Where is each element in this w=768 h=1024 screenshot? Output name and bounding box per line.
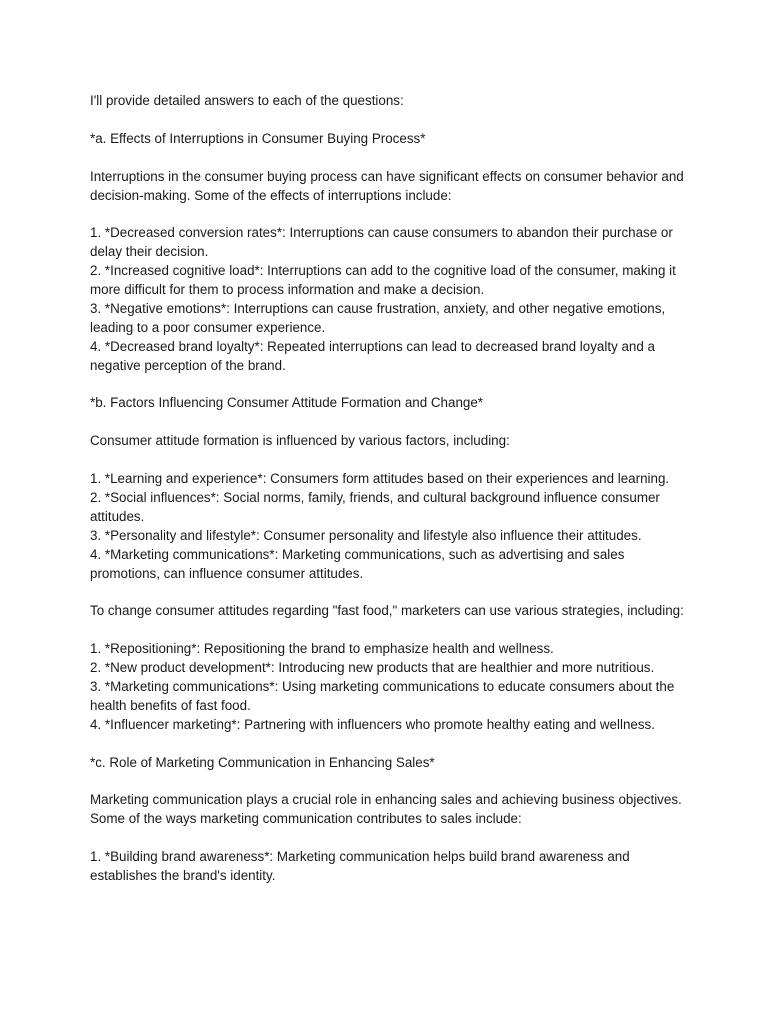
section-b-list [90, 470, 690, 583]
list-item: 2. *New product development*: Introducing new products that are healthier and more nutritious. [90, 660, 655, 676]
section-b-list-2 [90, 640, 690, 735]
section-c-paragraph: Marketing communication plays a crucial role in enhancing sales and achieving business objectives. Some of the ways marketing communication contributes to sales include: [90, 792, 682, 827]
section-c-heading: *c. Role of Marketing Communication in Enhancing Sales* [90, 754, 435, 770]
list-item: 1. *Building brand awareness*: Marketing communication helps build brand awareness and establishes the brand's identity. [90, 849, 630, 883]
list-item: 1. *Decreased conversion rates*: Interruptions can cause consumers to abandon their purchase or delay their decision. [90, 225, 673, 260]
list-item: 4. *Decreased brand loyalty*: Repeated interruptions can lead to decreased brand loyalty and a negative perception of the brand. [90, 338, 655, 373]
section-c-list [90, 848, 690, 886]
list-item: 3. *Personality and lifestyle*: Consumer personality and lifestyle also influence their attitudes. [90, 527, 642, 543]
section-b-paragraph-2: To change consumer attitudes regarding "fast food," marketers can use various strategies, including: [90, 603, 684, 619]
list-item: 1. *Repositioning*: Repositioning the brand to emphasize health and wellness. [90, 641, 554, 657]
section-a-list [90, 224, 690, 375]
list-item: 4. *Influencer marketing*: Partnering with influencers who promote healthy eating and wellness. [90, 716, 655, 732]
section-b-heading: *b. Factors Influencing Consumer Attitude Formation and Change* [90, 395, 484, 411]
section-a-paragraph: Interruptions in the consumer buying process can have significant effects on consumer behavior and decision-making. Some of the effects of interruptions include: [90, 168, 684, 203]
list-item: 3. *Negative emotions*: Interruptions can cause frustration, anxiety, and other negative emotions, leading to a poor consumer experience. [90, 300, 666, 335]
list-item: 3. *Marketing communications*: Using marketing communications to educate consumers about the health benefits of fast food. [90, 678, 675, 713]
list-item: 2. *Increased cognitive load*: Interruptions can add to the cognitive load of the consumer, making it more difficult for them to process information and make a decision. [90, 263, 676, 298]
section-a-heading: *a. Effects of Interruptions in Consumer Buying Process* [90, 130, 426, 146]
list-item: 1. *Learning and experience*: Consumers form attitudes based on their experiences and learning. [90, 471, 670, 487]
list-item: 2. *Social influences*: Social norms, family, friends, and cultural background influence consumer attitudes. [90, 489, 660, 524]
document-body [90, 92, 690, 905]
intro-text: I'll provide detailed answers to each of the questions: [90, 93, 404, 108]
section-b-paragraph: Consumer attitude formation is influenced by various factors, including: [90, 433, 510, 449]
list-item: 4. *Marketing communications*: Marketing communications, such as advertising and sales promotions, can influence consumer attitudes. [90, 546, 625, 581]
